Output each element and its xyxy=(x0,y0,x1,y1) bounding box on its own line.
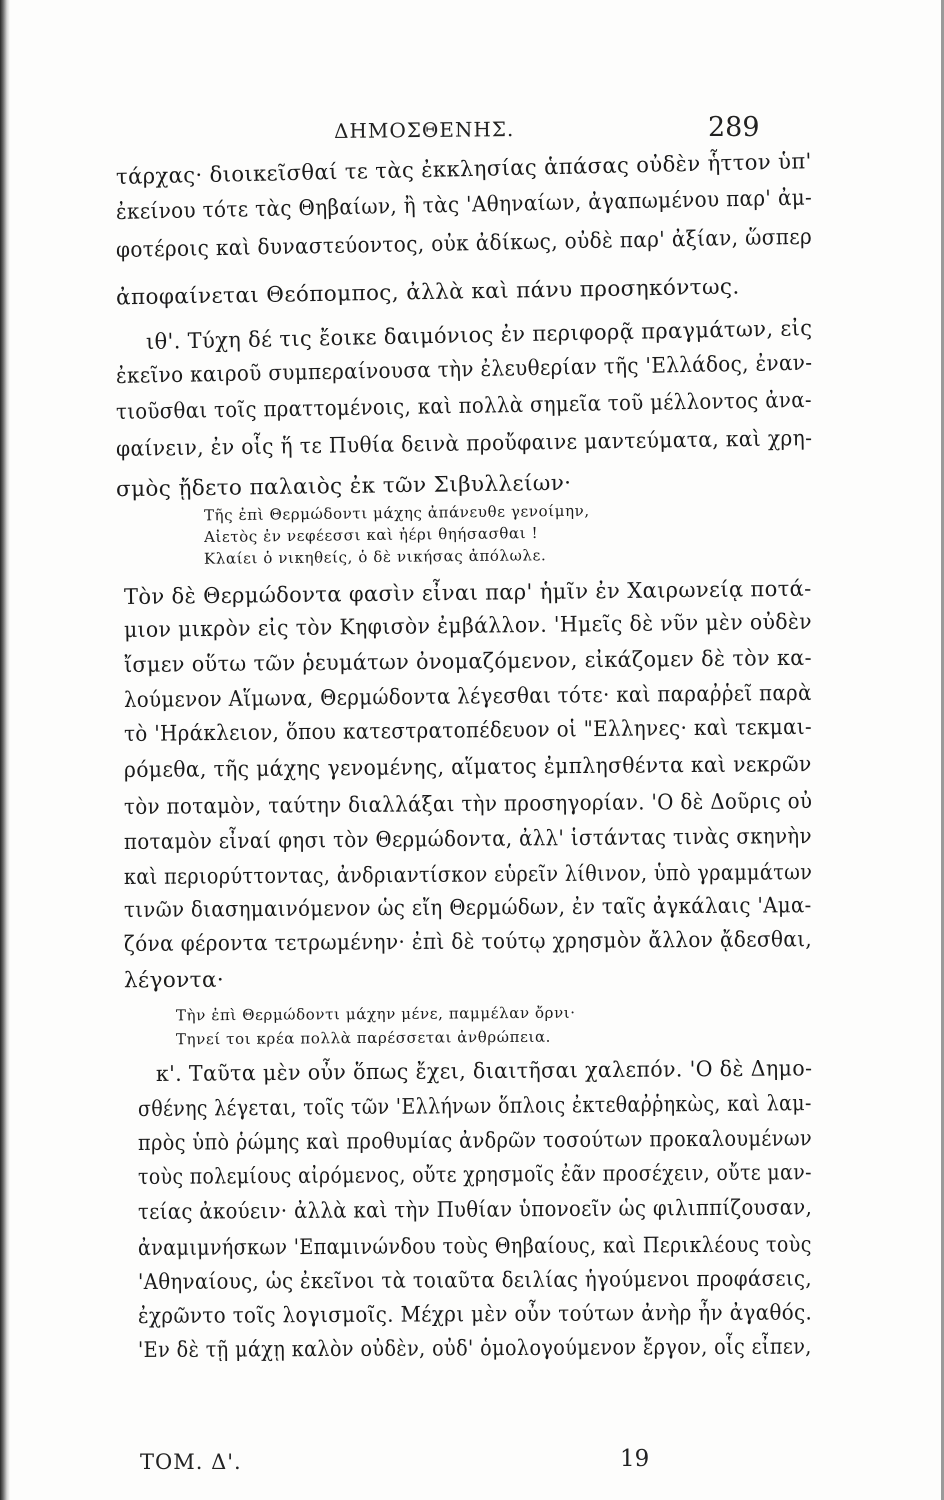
text-line: ποταμὸν εἶναί φησι τὸν Θερμώδοντα, ἀλλ' ἱστάντας τινὰς σκηνὴν xyxy=(123,823,812,855)
text-line: 'Αθηναίους, ὡς ἐκεῖνοι τὰ τοιαῦτα δειλίας ἡγούμενοι προφάσεις, xyxy=(137,1266,812,1295)
text-line: τὸ 'Ηράκλειον, ὅπου κατεστρατοπέδευον οἱ "Ελληνες· καὶ τεκμαι- xyxy=(123,714,813,747)
verse-line: Αἰετὸς ἐν νεφέεσσι καὶ ἠέρι θηήσασθαι ! xyxy=(203,523,539,547)
text-line: ἐκεῖνο καιροῦ συμπεραίνουσα τὴν ἐλευθερίαν τῆς 'Ελλάδος, ἐναν- xyxy=(115,350,813,389)
volume-marker: TOM. Δ'. xyxy=(140,1450,242,1474)
text-line: Τὸν δὲ Θερμώδοντα φασὶν εἶναι παρ' ἡμῖν ἐν Χαιρωνείᾳ ποτά- xyxy=(123,576,812,610)
text-line: καὶ περιορύττοντας, ἀνδριαντίσκον εὑρεῖν λίθινον, ὑπὸ γραμμάτων xyxy=(123,860,813,890)
verse-line: Κλαίει ὁ νικηθείς, ὁ δὲ νικήσας ἀπόλωλε. xyxy=(203,546,547,568)
text-line: ἐκείνου τότε τὰς Θηβαίων, ἢ τὰς 'Αθηναίων, ἀγαπωμένου παρ' ἀμ- xyxy=(115,185,813,225)
text-line: τοὺς πολεμίους αἰρόμενος, οὔτε χρησμοῖς ἐᾶν προσέχειν, οὔτε μαν- xyxy=(137,1160,812,1190)
text-line: ιθ'. Τύχη δέ τις ἔοικε δαιμόνιος ἐν περιφορᾷ πραγμάτων, εἰς xyxy=(145,316,813,355)
text-line: ρόμεθα, τῆς μάχης γενομένης, αἵματος ἐμπλησθέντα καὶ νεκρῶν xyxy=(123,751,812,783)
text-line: τινῶν διασημαινόμενον ὡς εἴη Θερμώδων, ἐν ταῖς ἀγκάλαις 'Αμα- xyxy=(123,893,812,923)
running-title: ΔΗΜΟΣΘΕΝΗΣ. xyxy=(333,117,515,143)
verse-line: Τηνεί τοι κρέα πολλὰ παρέσσεται ἀνθρώπεια. xyxy=(175,1027,552,1049)
text-line: φοτέροις καὶ δυναστεύοντος, οὐκ ἀδίκως, οὐδὲ παρ' ἀξίαν, ὥσπερ xyxy=(115,224,813,263)
text-line: λούμενον Αἵμωνα, Θερμώδοντα λέγεσθαι τότε· καὶ παραῤῥεῖ παρὰ xyxy=(123,680,812,713)
text-line: μιον μικρὸν εἰς τὸν Κηφισὸν ἐμβάλλον. 'Ημεῖς δὲ νῦν μὲν οὐδὲν xyxy=(123,609,813,643)
text-line: φαίνειν, ἐν οἷς ἥ τε Πυθία δεινὰ προὔφαινε μαντεύματα, καὶ χρη- xyxy=(115,426,813,462)
text-line: τάρχας· διοικεῖσθαί τε τὰς ἐκκλησίας ἁπάσας οὐδὲν ἧττον ὑπ' xyxy=(115,149,813,190)
verse-line: Τῆς ἐπὶ Θερμώδοντι μάχης ἀπάνευθε γενοίμην, xyxy=(203,501,590,525)
text-line: τὸν ποταμὸν, ταύτην διαλλάξαι τὴν προσηγορίαν. 'Ο δὲ Δοῦρις οὐ xyxy=(123,788,813,820)
text-line: σθένης λέγεται, τοῖς τῶν 'Ελλήνων ὅπλοις ἐκτεθαῤῥηκὼς, καὶ λαμ- xyxy=(137,1091,812,1122)
text-line: λέγοντα· xyxy=(123,967,225,994)
text-line: ἴσμεν οὕτω τῶν ῥευμάτων ὀνομαζόμενον, εἰκάζομεν δὲ τὸν κα- xyxy=(123,645,813,678)
page-number: 289 xyxy=(708,112,760,143)
text-line: τείας ἀκούειν· ἀλλὰ καὶ τὴν Πυθίαν ὑπονοεῖν ὡς φιλιππίζουσαν, xyxy=(137,1195,813,1225)
text-line: τιοῦσθαι τοῖς πραττομένοις, καὶ πολλὰ σημεῖα τοῦ μέλλοντος ἀνα- xyxy=(115,387,813,425)
text-line: 'Εν δὲ τῇ μάχῃ καλὸν οὐδὲν, οὐδ' ὁμολογούμενον ἔργον, οἷς εἶπεν, xyxy=(137,1334,812,1363)
signature-mark: 19 xyxy=(620,1446,650,1472)
text-line: ἐχρῶντο τοῖς λογισμοῖς. Μέχρι μὲν οὖν τούτων ἀνὴρ ἦν ἀγαθός. xyxy=(137,1300,813,1329)
text-line: πρὸς ὑπὸ ῥώμης καὶ προθυμίας ἀνδρῶν τοσούτων προκαλουμένων xyxy=(137,1126,813,1156)
text-line: κ'. Ταῦτα μὲν οὖν ὅπως ἔχει, διαιτῆσαι χαλεπόν. 'Ο δὲ Δημο- xyxy=(155,1056,813,1087)
verse-line: Τὴν ἐπὶ Θερμώδοντι μάχην μένε, παμμέλαν ὄρνι· xyxy=(175,1003,576,1025)
text-line: ἀποφαίνεται Θεόπομπος, ἀλλὰ καὶ πάνυ προσηκόντως. xyxy=(115,274,740,311)
text-line: σμὸς ᾔδετο παλαιὸς ἐκ τῶν Σιβυλλείων· xyxy=(115,470,572,503)
page-binding-shadow xyxy=(0,0,10,1500)
text-line: ἀναμιμνήσκων 'Επαμινώνδου τοὺς Θηβαίους, καὶ Περικλέους τοὺς xyxy=(137,1232,812,1261)
text-line: ζόνα φέροντα τετρωμένην· ἐπὶ δὲ τούτῳ χρησμὸν ἄλλον ᾄδεσθαι, xyxy=(123,927,813,957)
